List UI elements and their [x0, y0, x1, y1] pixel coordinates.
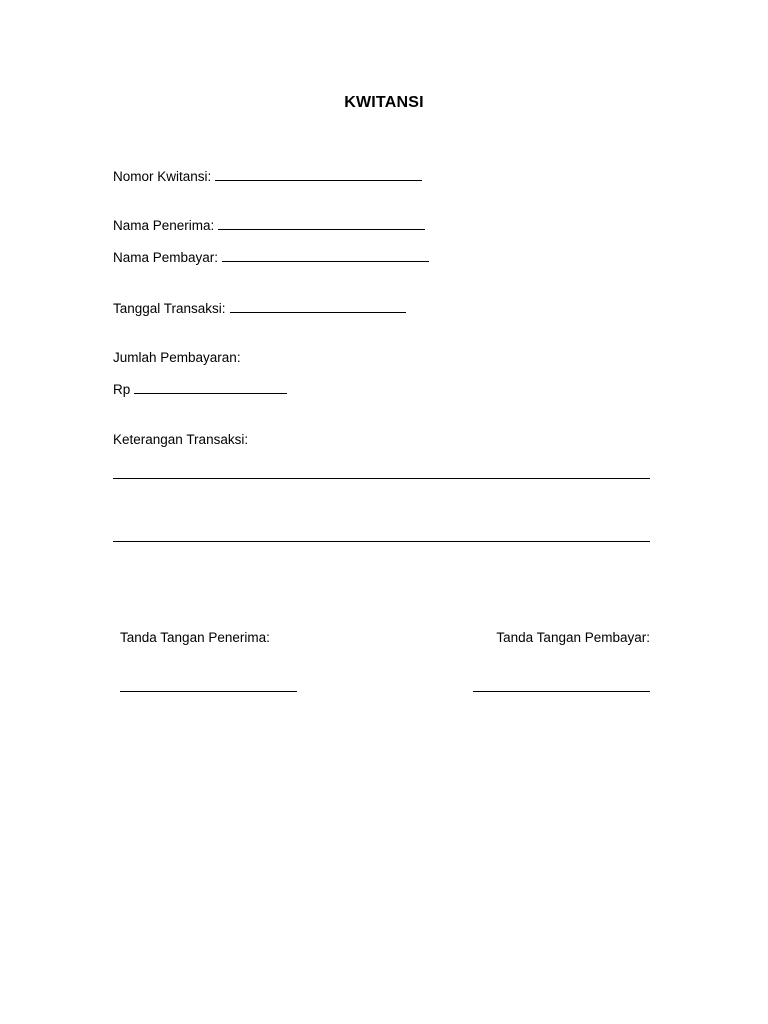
currency-prefix: Rp: [113, 382, 131, 397]
nama-pembayar-label: Nama Pembayar:: [113, 250, 219, 265]
amount-row: [113, 381, 287, 398]
nomor-kwitansi-blank[interactable]: [215, 168, 422, 181]
signature-pembayar-label: Tanda Tangan Pembayar:: [496, 630, 650, 645]
keterangan-transaksi-row: [113, 432, 248, 448]
nama-pembayar-blank[interactable]: [222, 249, 429, 262]
keterangan-line-1[interactable]: [113, 478, 650, 479]
tanggal-transaksi-label: Tanggal Transaksi:: [113, 301, 226, 316]
tanggal-transaksi-blank[interactable]: [230, 300, 406, 313]
nama-pembayar-row: [113, 249, 429, 266]
document-title: KWITANSI: [344, 94, 424, 111]
keterangan-transaksi-label: Keterangan Transaksi:: [113, 432, 249, 447]
tanggal-transaksi-row: [113, 300, 406, 317]
nama-penerima-row: [113, 217, 425, 234]
nomor-kwitansi-row: [113, 168, 422, 185]
amount-blank[interactable]: [134, 381, 287, 394]
signature-pembayar-line[interactable]: [473, 691, 650, 692]
nama-penerima-blank[interactable]: [218, 217, 425, 230]
nomor-kwitansi-label: Nomor Kwitansi:: [113, 169, 212, 184]
nama-penerima-label: Nama Penerima:: [113, 218, 215, 233]
keterangan-line-2[interactable]: [113, 541, 650, 542]
jumlah-pembayaran-row: [113, 350, 241, 366]
signature-penerima-label: Tanda Tangan Penerima:: [120, 630, 270, 645]
signature-penerima-line[interactable]: [120, 691, 297, 692]
jumlah-pembayaran-label: Jumlah Pembayaran:: [113, 350, 241, 365]
